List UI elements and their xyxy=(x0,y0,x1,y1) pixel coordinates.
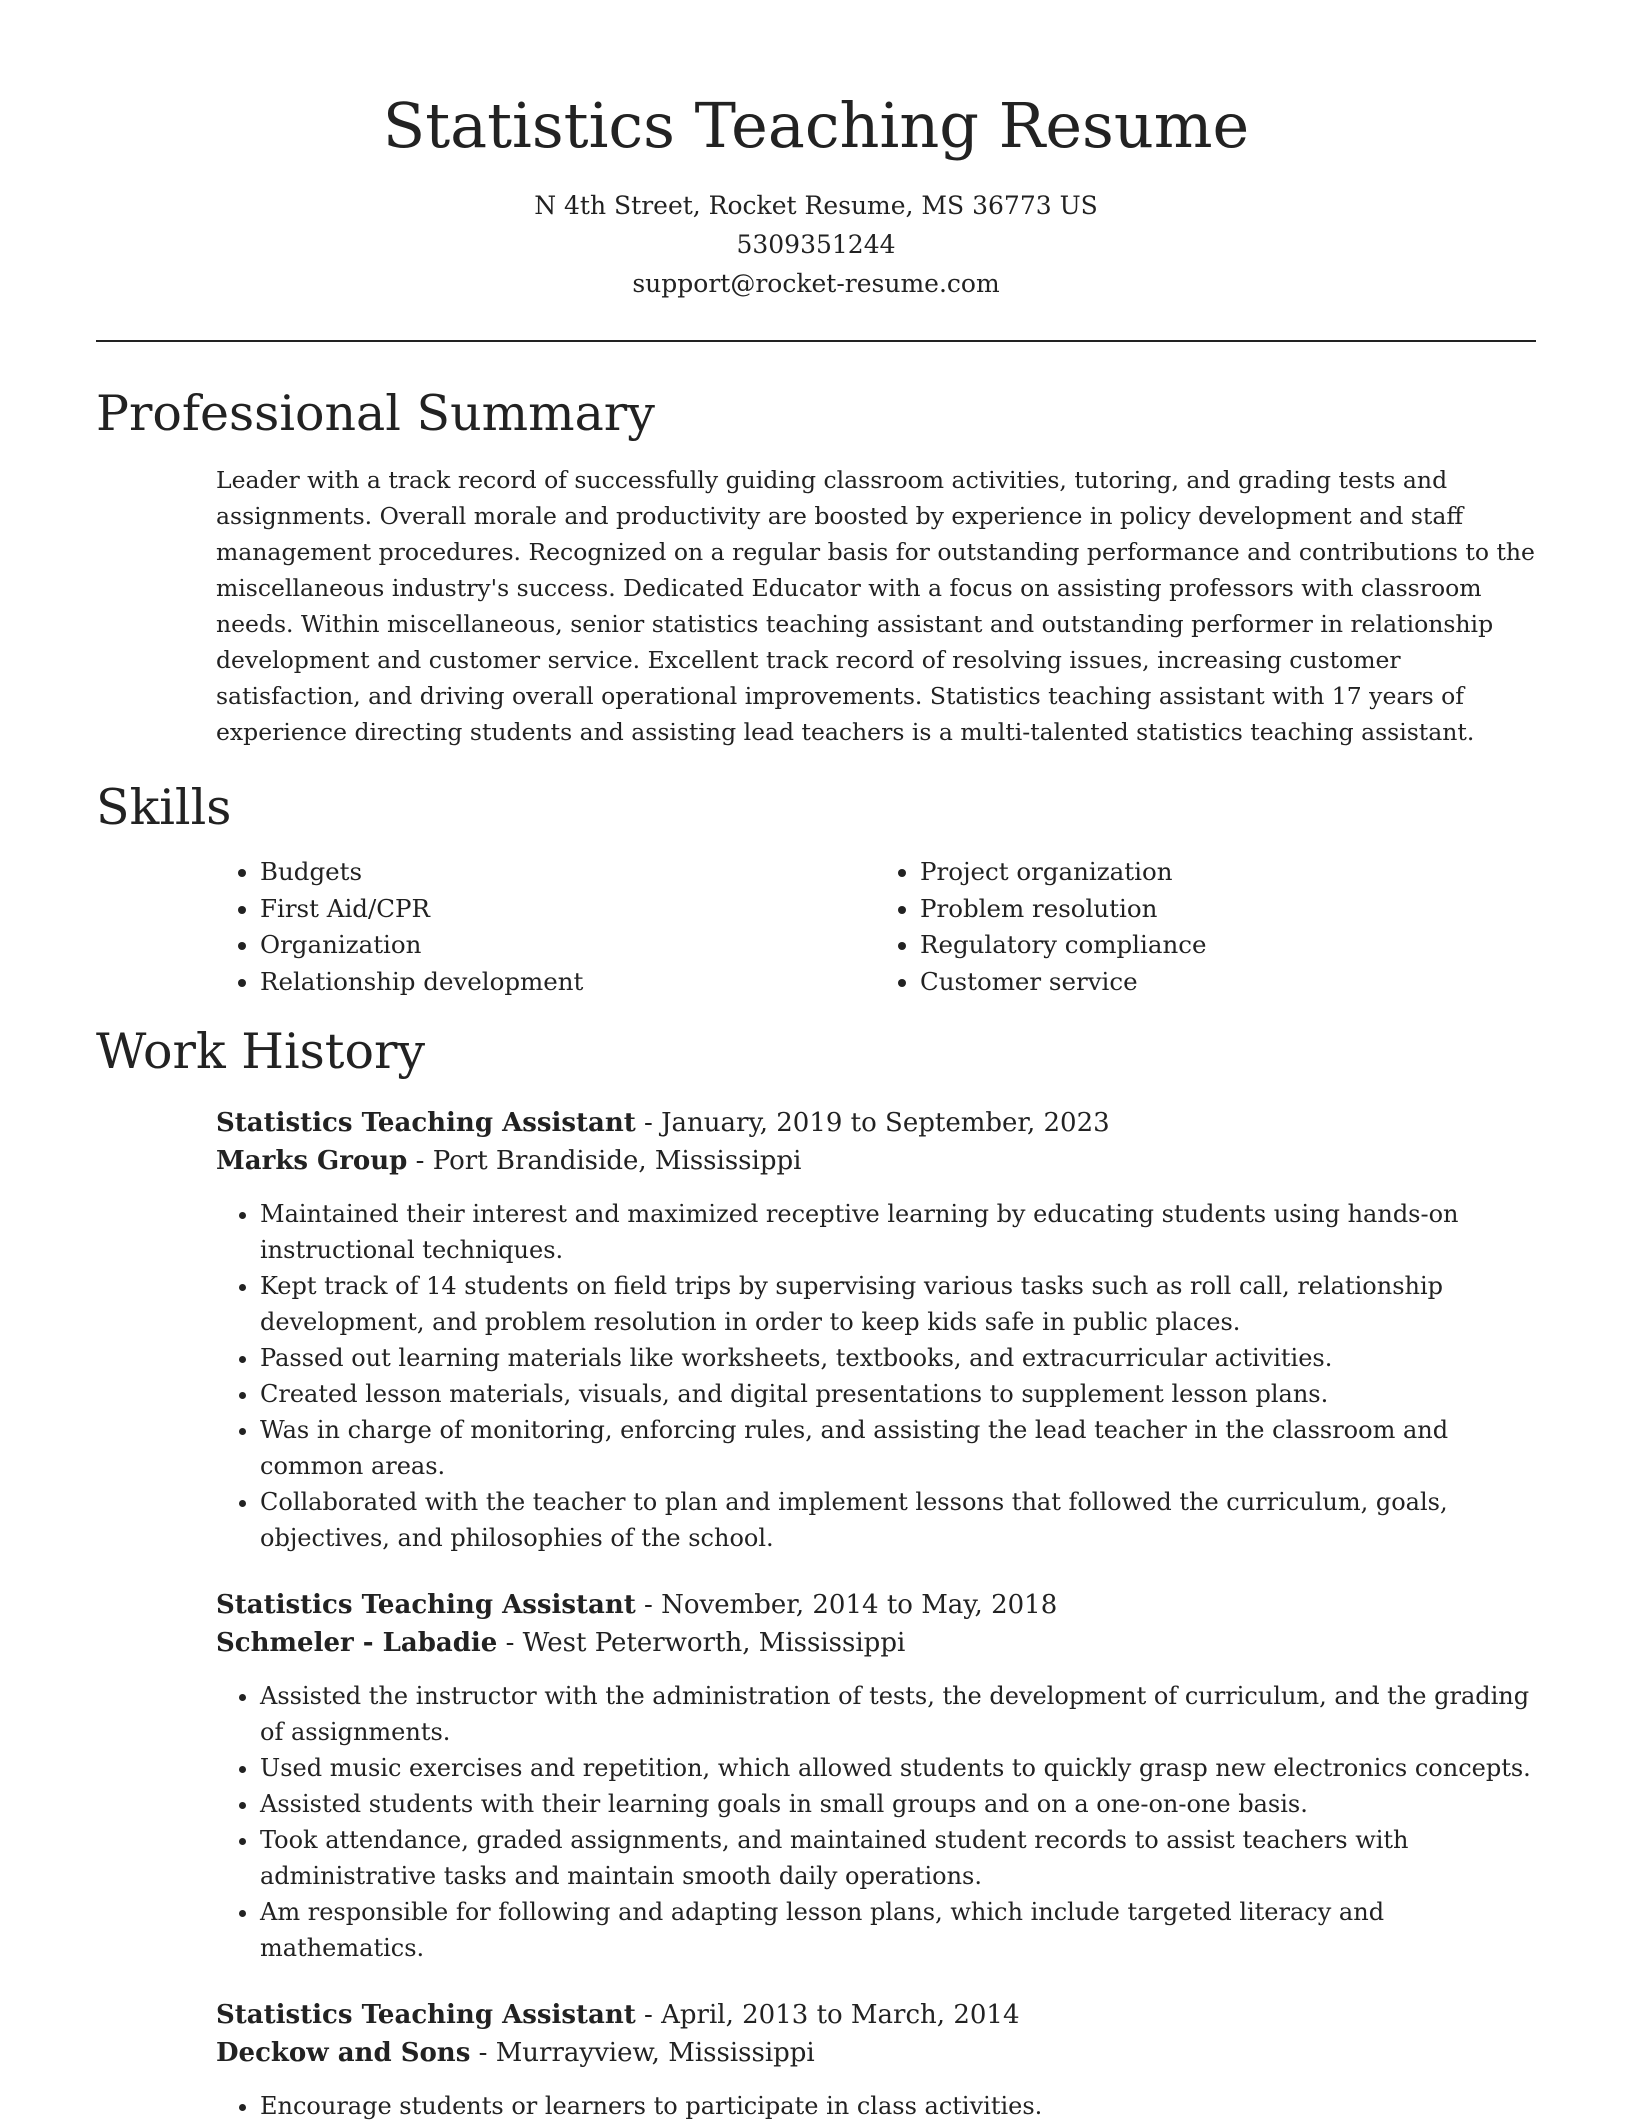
job-company-line: Deckow and Sons - Murrayview, Mississippi xyxy=(216,2038,815,2068)
job-entry xyxy=(216,1996,1536,2124)
skill-item: • Project organization xyxy=(920,854,1536,891)
summary-text: Leader with a track record of successfully guiding classroom activities, tutoring, and grading tests and assignments. Overall morale and productivity are boosted by experience in policy development and staff management procedures. Recognized on a regular basis for outstanding performance and contributions to the miscellaneous industry's success. Dedicated Educator with a focus on assisting professors with classroom needs. Within miscellaneous, senior statistics teaching assistant and outstanding performer in relationship development and customer service. Excellent track record of resolving issues, increasing customer satisfaction, and driving overall operational improvements. Statistics teaching assistant with 17 years of experience directing students and assisting lead teachers is a multi-talented statistics teaching assistant. xyxy=(216,466,1535,746)
job-bullet: • Was in charge of monitoring, enforcing rules, and assisting the lead teacher in the classroom and common areas. xyxy=(260,1412,1536,1484)
skill-item: • First Aid/CPR xyxy=(260,891,876,928)
skills-grid xyxy=(216,854,1536,1000)
resume-header xyxy=(96,0,1536,303)
job-entry xyxy=(216,1104,1536,1556)
job-bullet: • Maintained their interest and maximized receptive learning by educating students using hands-on instructional techniques. xyxy=(260,1196,1536,1268)
job-bullet: • Collaborated with the teacher to plan and implement lessons that followed the curriculum, goals, objectives, and philosophies of the school. xyxy=(260,1484,1536,1556)
job-bullets xyxy=(216,1196,1536,1556)
job-bullets xyxy=(216,2088,1536,2124)
job-dates: April, 2013 to March, 2014 xyxy=(661,2000,1020,2030)
skill-item: • Customer service xyxy=(920,964,1536,1001)
job-role-line: Statistics Teaching Assistant - November, 2014 to May, 2018 xyxy=(216,1590,1058,1620)
job-role: Statistics Teaching Assistant xyxy=(216,1108,636,1138)
section-title-summary: Professional Summary xyxy=(96,385,655,442)
skill-item: • Relationship development xyxy=(260,964,876,1001)
job-bullet: • Passed out learning materials like worksheets, textbooks, and extracurricular activities. xyxy=(260,1340,1536,1376)
resume-title: Statistics Teaching Resume xyxy=(382,89,1250,162)
job-role-line: Statistics Teaching Assistant - January, 2019 to September, 2023 xyxy=(216,1108,1110,1138)
job-bullet: • Am responsible for following and adapting lesson plans, which include targeted literacy and mathematics. xyxy=(260,1894,1536,1966)
contact-email: support@rocket-resume.com xyxy=(632,269,1000,298)
job-role: Statistics Teaching Assistant xyxy=(216,2000,636,2030)
contact-address: N 4th Street, Rocket Resume, MS 36773 US xyxy=(534,191,1098,220)
section-title-work-history: Work History xyxy=(96,1023,426,1080)
job-location: West Peterworth, Mississippi xyxy=(522,1628,906,1658)
job-company: Schmeler - Labadie xyxy=(216,1628,498,1658)
job-company-line: Schmeler - Labadie - West Peterworth, Mississippi xyxy=(216,1628,906,1658)
job-bullet: • Encourage students or learners to participate in class activities. xyxy=(260,2088,1536,2124)
job-dates: November, 2014 to May, 2018 xyxy=(661,1590,1058,1620)
header-divider xyxy=(96,340,1536,342)
resume-page xyxy=(96,0,1536,2124)
section-title-skills: Skills xyxy=(96,779,232,836)
job-role: Statistics Teaching Assistant xyxy=(216,1590,636,1620)
contact-phone: 5309351244 xyxy=(736,230,896,259)
job-location: Murrayview, Mississippi xyxy=(495,2038,815,2068)
skill-item: • Regulatory compliance xyxy=(920,927,1536,964)
job-location: Port Brandiside, Mississippi xyxy=(432,1146,802,1176)
job-role-line: Statistics Teaching Assistant - April, 2013 to March, 2014 xyxy=(216,2000,1020,2030)
skill-item: • Organization xyxy=(260,927,876,964)
job-company: Deckow and Sons xyxy=(216,2038,471,2068)
job-bullets xyxy=(216,1678,1536,1966)
job-company-line: Marks Group - Port Brandiside, Mississippi xyxy=(216,1146,802,1176)
job-bullet: • Assisted the instructor with the administration of tests, the development of curriculum, and the grading of assignments. xyxy=(260,1678,1536,1750)
skill-item: • Problem resolution xyxy=(920,891,1536,928)
job-bullet: • Created lesson materials, visuals, and digital presentations to supplement lesson plans. xyxy=(260,1376,1536,1412)
job-bullet: • Kept track of 14 students on field trips by supervising various tasks such as roll call, relationship development, and problem resolution in order to keep kids safe in public places. xyxy=(260,1268,1536,1340)
job-dates: January, 2019 to September, 2023 xyxy=(661,1108,1110,1138)
job-bullet: • Used music exercises and repetition, which allowed students to quickly grasp new electronics concepts. xyxy=(260,1750,1536,1786)
contact-block xyxy=(96,186,1536,303)
job-bullet: • Assisted students with their learning goals in small groups and on a one-on-one basis. xyxy=(260,1786,1536,1822)
skills-column-right xyxy=(876,854,1536,1000)
skills-column-left xyxy=(216,854,876,1000)
job-bullet: • Took attendance, graded assignments, and maintained student records to assist teachers with administrative tasks and maintain smooth daily operations. xyxy=(260,1822,1536,1894)
job-entry xyxy=(216,1586,1536,1966)
job-company: Marks Group xyxy=(216,1146,408,1176)
skill-item: • Budgets xyxy=(260,854,876,891)
